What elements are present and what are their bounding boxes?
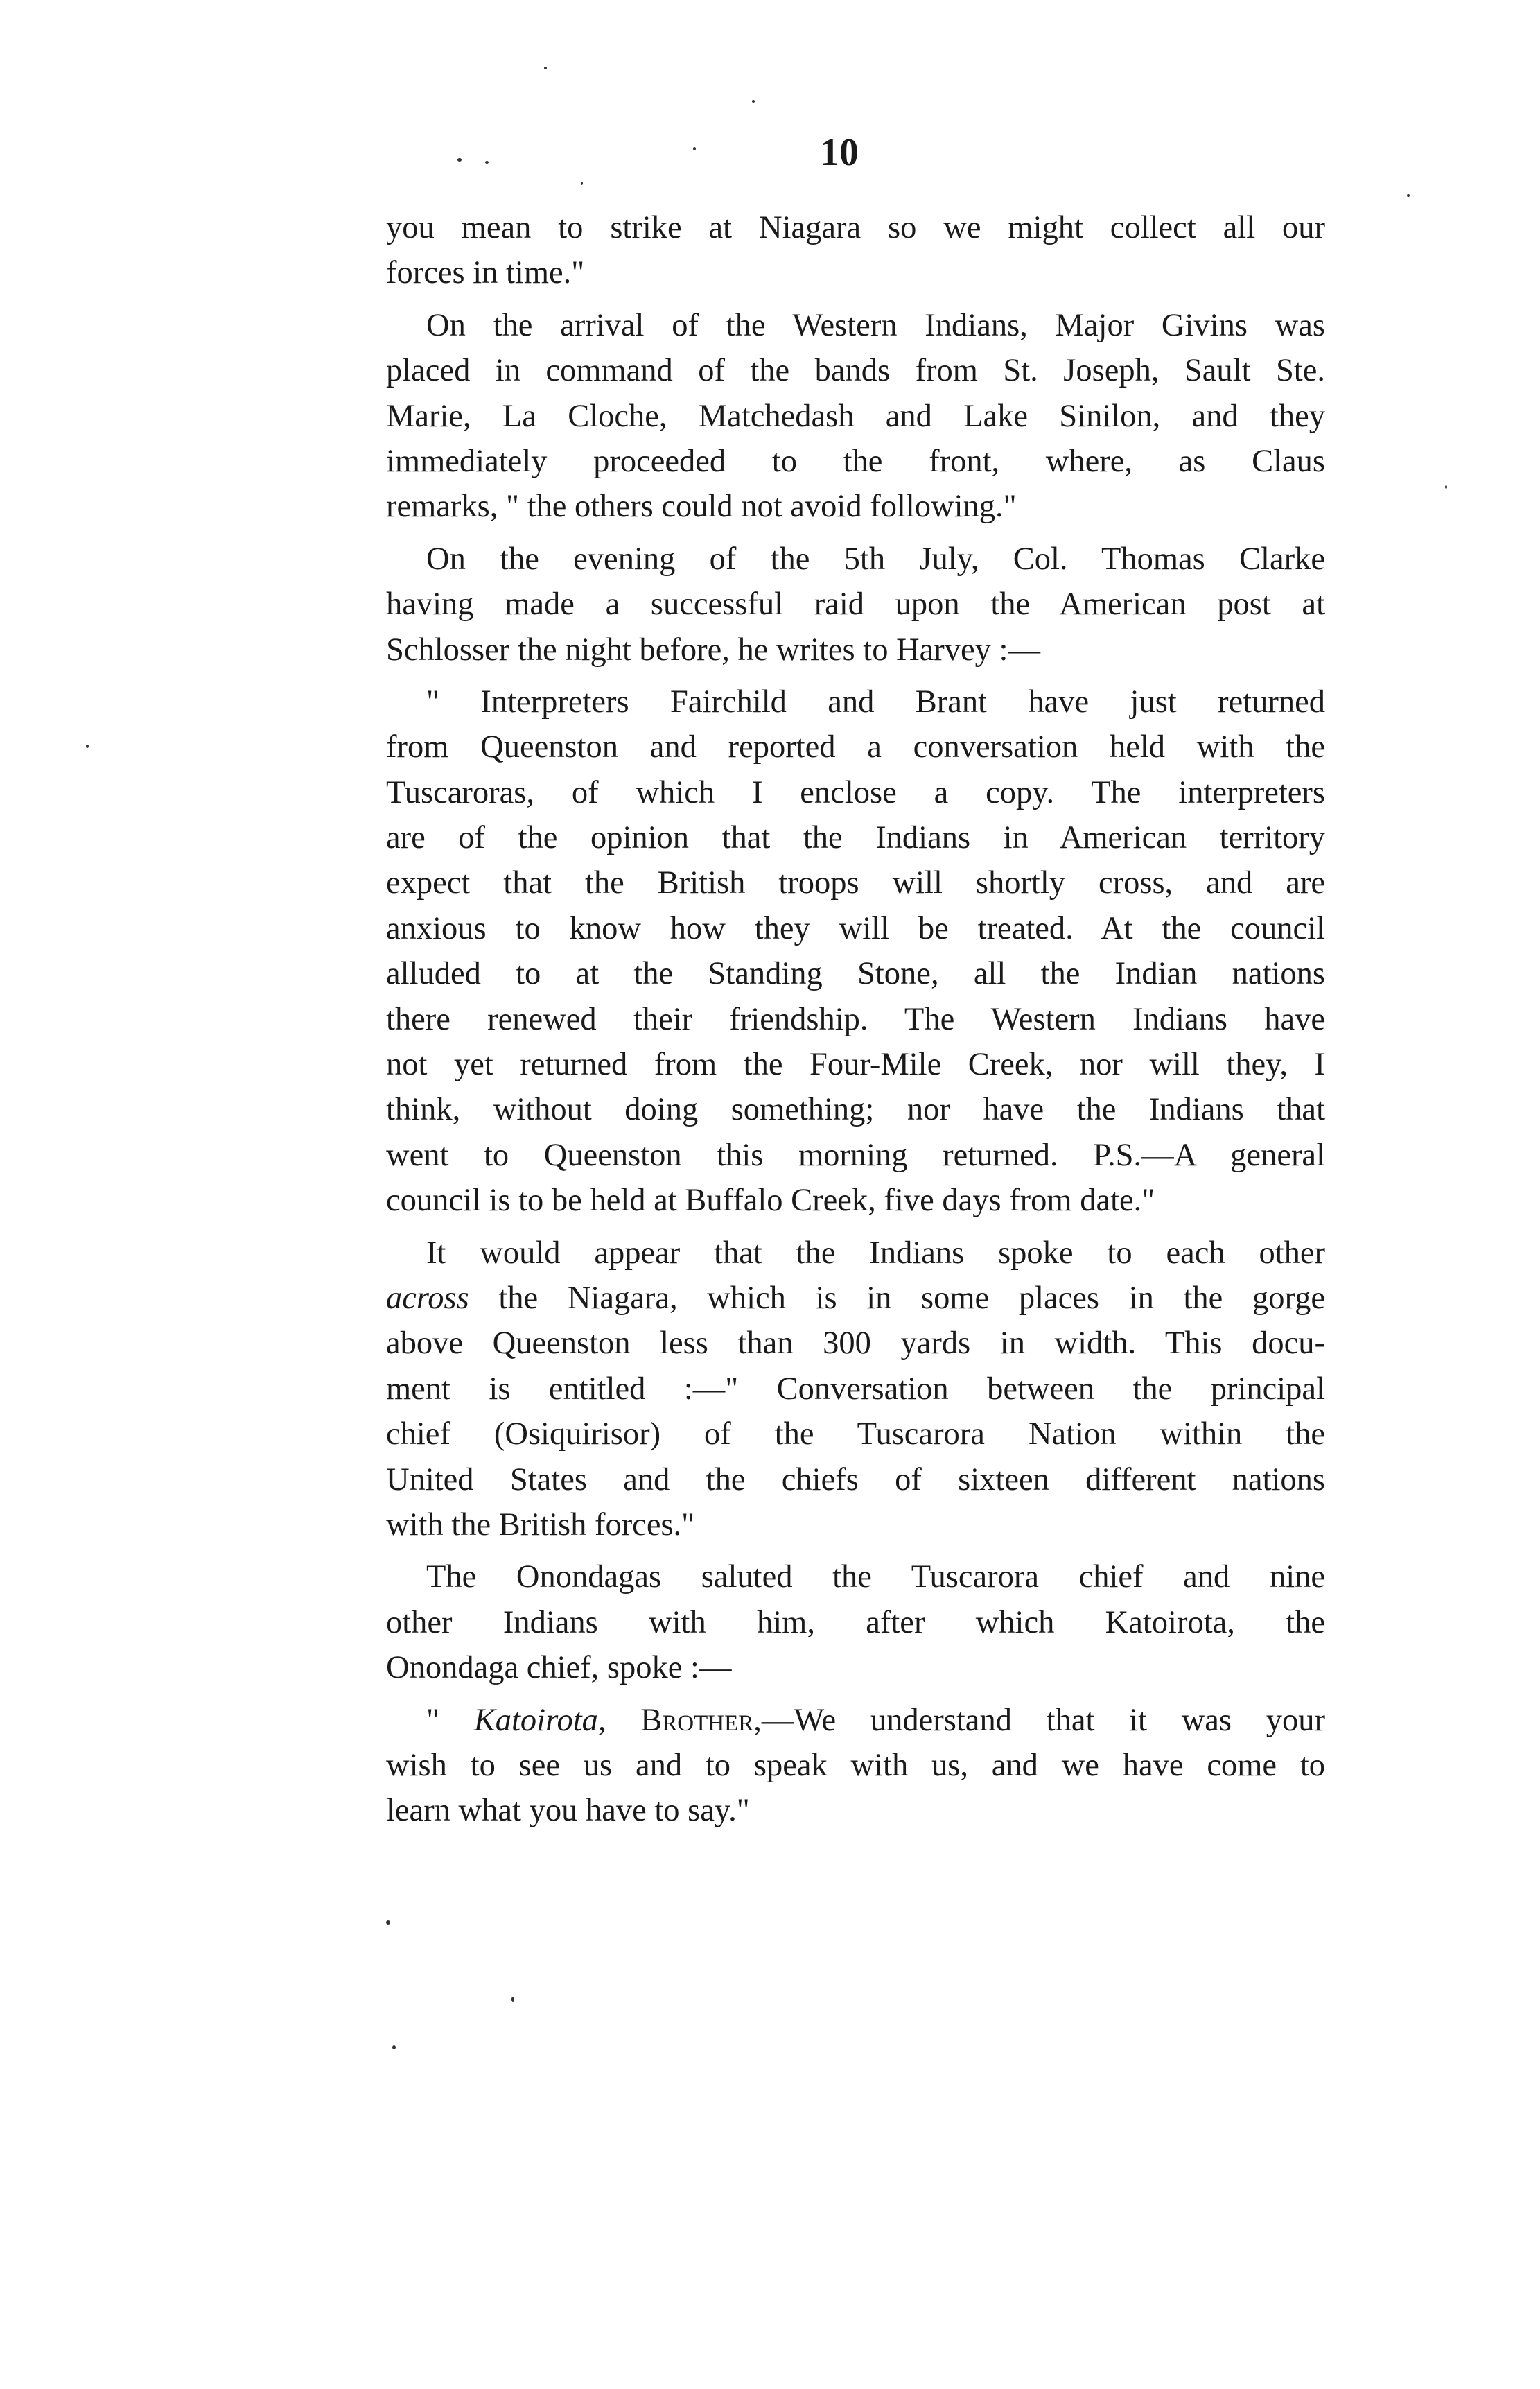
text-line: chief (Osiquirisor) of the Tuscarora Nation within the xyxy=(386,1416,1325,1452)
text-line: Onondaga chief, spoke :— xyxy=(386,1650,732,1686)
text-segment: ,—We understand that it was your xyxy=(753,1702,1325,1738)
ink-speck xyxy=(86,745,89,748)
text-segment: across xyxy=(386,1280,469,1316)
text-line: there renewed their friendship. The Western Indians have xyxy=(386,1001,1325,1037)
text-line xyxy=(386,1698,1325,1743)
text-segment: the Niagara, which is in some places in the gorge xyxy=(469,1280,1325,1316)
ink-speck xyxy=(485,161,489,164)
text-line: United States and the chiefs of sixteen different nations xyxy=(386,1461,1325,1497)
text-line: anxious to know how they will be treated. At the council xyxy=(386,910,1325,946)
text-line: with the British forces." xyxy=(386,1506,695,1543)
ink-speck xyxy=(1407,194,1410,197)
text-line: ment is entitled :—" Conversation between the principal xyxy=(386,1371,1325,1407)
text-line: went to Queenston this morning returned. P.S.—A general xyxy=(386,1137,1325,1173)
text-line: above Queenston less than 300 yards in width. This docu- xyxy=(386,1326,1325,1362)
ink-speck xyxy=(693,147,696,150)
text-line: forces in time." xyxy=(386,255,585,291)
text-line: On the evening of the 5th July, Col. Thomas Clarke xyxy=(426,541,1325,577)
ink-speck xyxy=(511,1997,514,2002)
ink-speck xyxy=(544,67,547,69)
text-line xyxy=(386,1276,1325,1321)
text-line: think, without doing something; nor have the Indians that xyxy=(386,1092,1325,1128)
text-line: expect that the British troops will shortly cross, and are xyxy=(386,865,1325,901)
page-number: 10 xyxy=(820,131,859,174)
ink-speck xyxy=(386,1920,390,1925)
text-line: placed in command of the bands from St. Joseph, Sault Ste. xyxy=(386,353,1325,389)
text-segment xyxy=(606,1703,641,1738)
text-line: " Interpreters Fairchild and Brant have just returned xyxy=(426,684,1325,720)
text-line: having made a successful raid upon the American post at xyxy=(386,587,1325,623)
text-line: other Indians with him, after which Katoirota, the xyxy=(386,1604,1325,1640)
text-line: immediately proceeded to the front, where, as Claus xyxy=(386,443,1325,479)
text-line: wish to see us and to speak with us, and we have come to xyxy=(386,1747,1325,1783)
text-line: Marie, La Cloche, Matchedash and Lake Sinilon, and they xyxy=(386,398,1325,434)
text-segment: Katoirota, xyxy=(473,1702,606,1738)
ink-speck xyxy=(392,2045,396,2049)
text-line: Schlosser the night before, he writes to Harvey :— xyxy=(386,632,1040,668)
text-line: The Onondagas saluted the Tuscarora chief and nine xyxy=(426,1559,1325,1595)
ink-speck xyxy=(752,100,755,103)
text-line: alluded to at the Standing Stone, all the Indian nations xyxy=(386,956,1325,992)
text-line: learn what you have to say." xyxy=(386,1793,750,1829)
text-line: council is to be held at Buffalo Creek, five days from date." xyxy=(386,1183,1155,1219)
text-line: remarks, " the others could not avoid following." xyxy=(386,489,1017,525)
text-line: Tuscaroras, of which I enclose a copy. The interpreters xyxy=(386,774,1325,810)
text-line: from Queenston and reported a conversation held with the xyxy=(386,729,1325,765)
text-line: you mean to strike at Niagara so we might collect all our xyxy=(386,210,1325,245)
text-line: not yet returned from the Four-Mile Creek, nor will they, I xyxy=(386,1047,1325,1083)
text-line: are of the opinion that the Indians in American territory xyxy=(386,820,1325,856)
ink-speck xyxy=(457,158,462,162)
ink-speck xyxy=(581,182,583,185)
text-line: On the arrival of the Western Indians, Major Givins was xyxy=(426,307,1325,343)
text-line: It would appear that the Indians spoke to each other xyxy=(426,1235,1325,1271)
text-segment: Brother xyxy=(640,1702,754,1738)
ink-speck xyxy=(1445,485,1447,489)
text-segment: " xyxy=(426,1702,474,1738)
body-text xyxy=(386,205,1325,1834)
